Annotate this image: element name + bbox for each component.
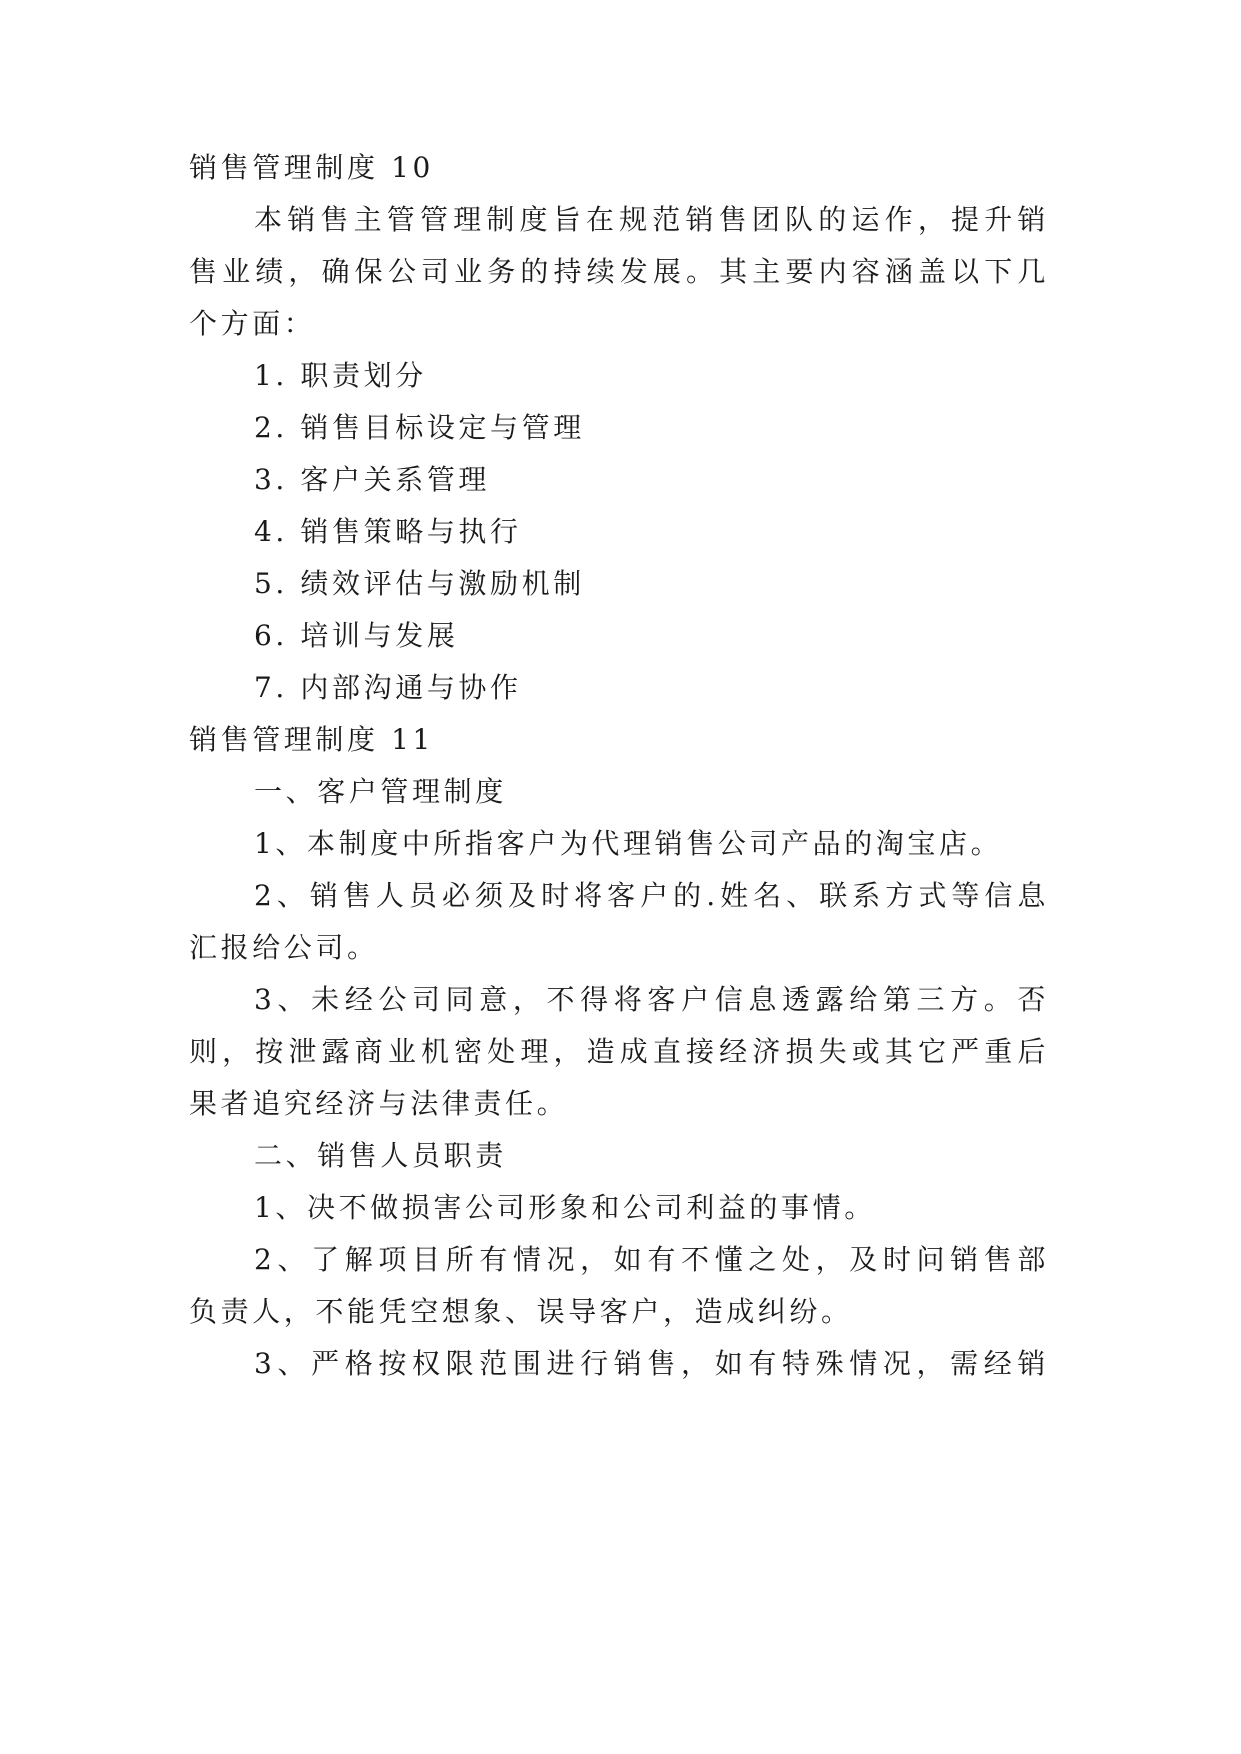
paragraph-line: 果者追究经济与法律责任。 <box>189 1087 569 1120</box>
list-item: 2. 销售目标设定与管理 <box>254 411 585 444</box>
list-item: 5. 绩效评估与激励机制 <box>254 567 585 600</box>
list-item: 4. 销售策略与执行 <box>254 515 522 548</box>
paragraph-line: 1、决不做损害公司形象和公司利益的事情。 <box>254 1191 876 1224</box>
paragraph-line: 负责人，不能凭空想象、误导客户，造成纠纷。 <box>189 1295 853 1328</box>
section-title: 销售管理制度 11 <box>189 723 434 756</box>
subsection-heading: 二、销售人员职责 <box>254 1139 507 1172</box>
paragraph-line: 2、销售人员必须及时将客户的.姓名、联系方式等信息 <box>254 879 1049 912</box>
paragraph-line: 2、了解项目所有情况，如有不懂之处，及时问销售部 <box>254 1243 1049 1276</box>
paragraph-line: 3、严格按权限范围进行销售，如有特殊情况，需经销 <box>254 1347 1049 1380</box>
list-item: 3. 客户关系管理 <box>254 463 491 496</box>
list-item: 7. 内部沟通与协作 <box>254 671 522 704</box>
subsection-heading: 一、客户管理制度 <box>254 775 507 808</box>
paragraph-line: 售业绩，确保公司业务的持续发展。其主要内容涵盖以下几 <box>189 255 1049 288</box>
section-title: 销售管理制度 10 <box>189 151 434 184</box>
paragraph-line: 个方面： <box>189 307 316 340</box>
paragraph-line: 则，按泄露商业机密处理，造成直接经济损失或其它严重后 <box>189 1035 1049 1068</box>
paragraph-line: 本销售主管管理制度旨在规范销售团队的运作，提升销 <box>254 203 1049 236</box>
paragraph-line: 3、未经公司同意，不得将客户信息透露给第三方。否 <box>254 983 1049 1016</box>
list-item: 1. 职责划分 <box>254 359 427 392</box>
paragraph-line: 汇报给公司。 <box>189 931 379 964</box>
list-item: 6. 培训与发展 <box>254 619 459 652</box>
paragraph-line: 1、本制度中所指客户为代理销售公司产品的淘宝店。 <box>254 827 1003 860</box>
